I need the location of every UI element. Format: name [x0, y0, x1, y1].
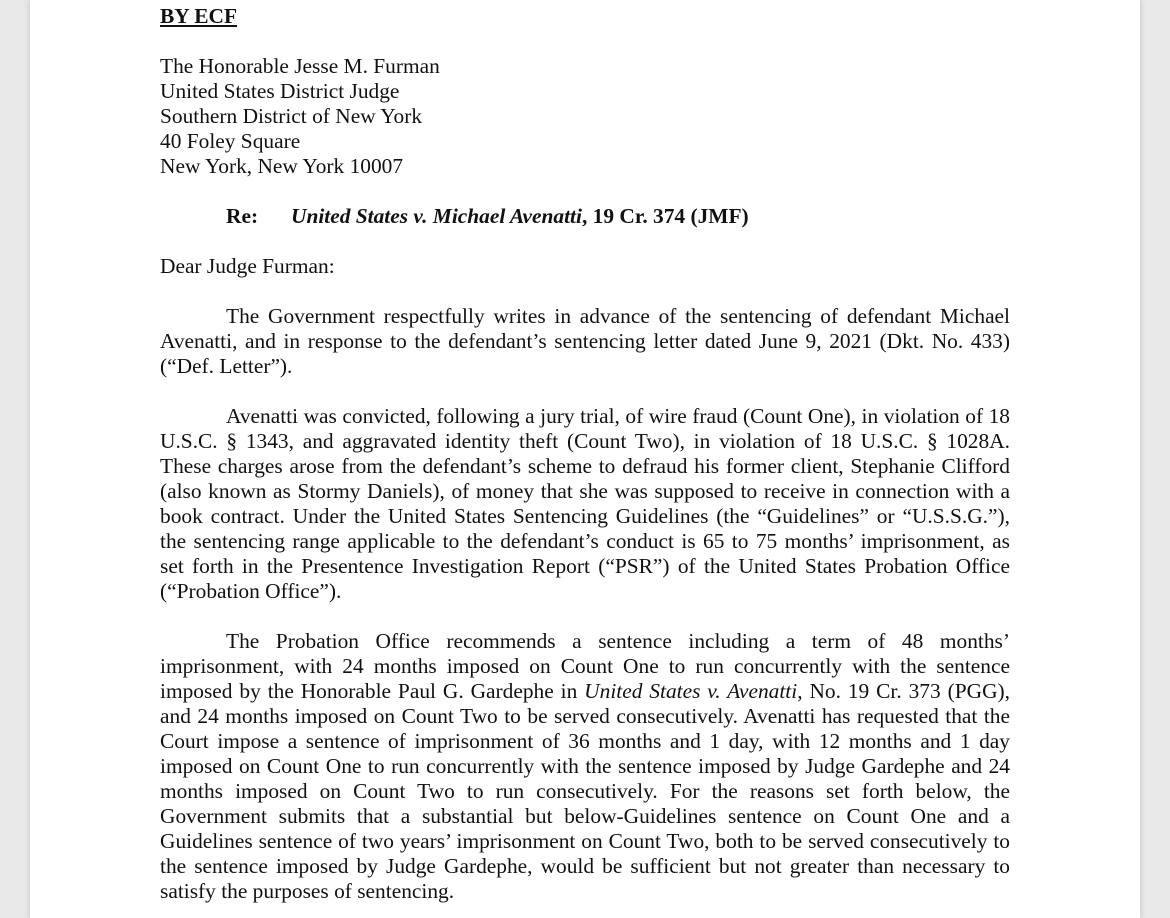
- addressee-court: Southern District of New York: [160, 104, 423, 128]
- re-case-name: United States v. Michael Avenatti: [291, 204, 582, 228]
- re-label: Re:: [226, 204, 259, 228]
- salutation: Dear Judge Furman:: [160, 254, 335, 278]
- paragraph-recommendation-case: United States v. Avenatti: [584, 679, 798, 703]
- paragraph-conviction: Avenatti was convicted, following a jury trial, of wire fraud (Count One), in violation of 18 U.S.C. § 1343, and aggravated identity theft (Count Two), in violation of 18 U.S.C. § 1028A. These charges arose from the defendant’s scheme to defraud his former client, Stephanie Clifford (also known as Stormy Daniels), of money that she was supposed to receive in connection with a book contract. Under the United States Sentencing Guidelines (the “Guidelines” or “U.S.S.G.”), the sentencing range applicable to the defendant’s conduct is 65 to 75 months’ imprisonment, as set forth in the Presentence Investigation Report (“PSR”) of the United States Probation Office (“Probation Office”).: [160, 404, 1010, 603]
- addressee-name: The Honorable Jesse M. Furman: [160, 54, 440, 78]
- addressee-block: [160, 54, 1010, 179]
- re-case-number: , 19 Cr. 374 (JMF): [581, 204, 749, 228]
- addressee-street: 40 Foley Square: [160, 129, 301, 153]
- letter-body: [160, 4, 1010, 904]
- delivery-method: BY ECF: [160, 4, 238, 28]
- paragraph-intro: The Government respectfully writes in advance of the sentencing of defendant Michael Avenatti, and in response to the defendant’s sentencing letter dated June 9, 2021 (Dkt. No. 433) (“Def. Letter”).: [160, 304, 1010, 378]
- paragraph-recommendation-part1: The Probation Office recommends a sentence including a term of 48 months’ imprisonment, with 24 months imposed on Count One to run concurrently with the sentence imposed by the Honorable Paul G. Gardephe in: [160, 629, 1010, 703]
- paragraph-recommendation: [160, 629, 1010, 904]
- document-page: [30, 0, 1140, 918]
- addressee-title: United States District Judge: [160, 79, 400, 103]
- paragraph-recommendation-part2: , No. 19 Cr. 373 (PGG), and 24 months imposed on Count Two to be served consecutively. Avenatti has requested that the Court impose a sentence of imprisonment of 36 months and 1 day, with 12 months and 1 day imposed on Count One to run concurrently with the sentence imposed by Judge Gardephe and 24 months imposed on Count Two to run consecutively. For the reasons set forth below, the Government submits that a substantial but below-Guidelines sentence on Count One and a Guidelines sentence of two years’ imprisonment on Count Two, both to be served consecutively to the sentence imposed by Judge Gardephe, would be sufficient but not greater than necessary to satisfy the purposes of sentencing.: [160, 679, 1010, 903]
- addressee-city: New York, New York 10007: [160, 154, 404, 178]
- re-line: [160, 204, 1010, 229]
